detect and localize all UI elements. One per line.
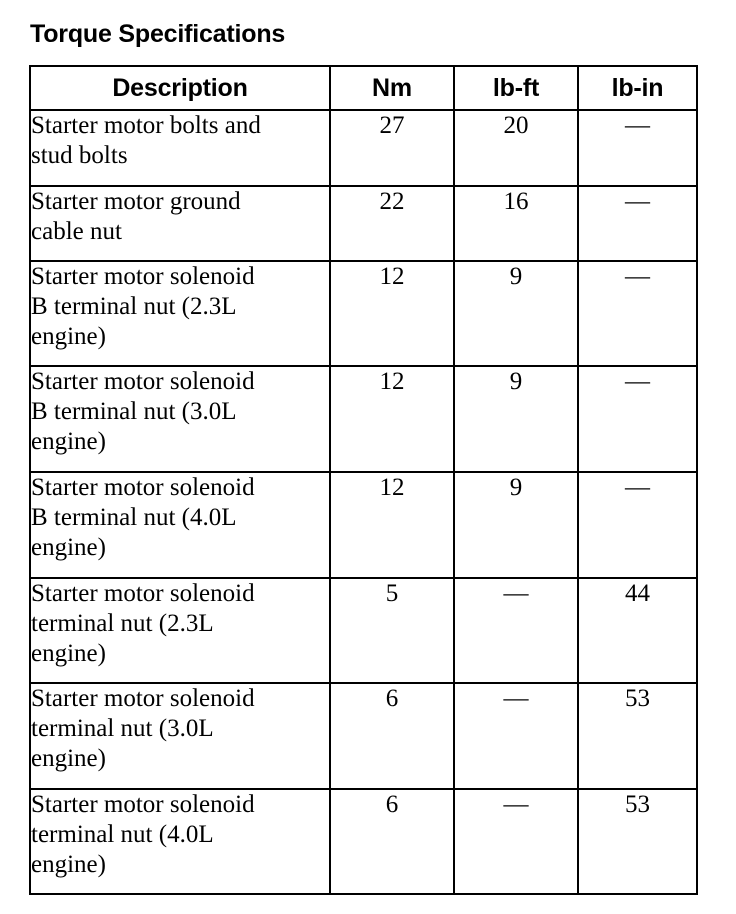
cell-nm: 12 [330,261,454,366]
cell-nm: 5 [330,578,454,683]
description-line: engine) [31,534,106,561]
cell-lbft: 16 [454,186,578,261]
table-row [30,578,697,683]
table-row [30,789,697,894]
description-line: engine) [31,640,106,667]
cell-nm: 12 [330,472,454,578]
cell-nm: 6 [330,683,454,789]
cell-description [30,683,330,789]
cell-nm: 6 [330,789,454,894]
description-line: Starter motor solenoid [31,474,255,501]
table-header-row [30,66,697,110]
description-line: B terminal nut (3.0L [31,398,237,425]
cell-lbft: — [454,683,578,789]
cell-lbin: — [578,366,697,472]
cell-lbft: 9 [454,366,578,472]
description-line: engine) [31,851,106,878]
cell-lbin: — [578,110,697,186]
cell-lbft: 20 [454,110,578,186]
cell-nm: 27 [330,110,454,186]
column-header-description: Description [30,66,330,110]
cell-lbin: — [578,472,697,578]
description-line: Starter motor solenoid [31,791,255,818]
description-line: Starter motor solenoid [31,685,255,712]
cell-lbin: 53 [578,683,697,789]
description-line: engine) [31,323,106,350]
column-header-nm: Nm [330,66,454,110]
description-line: Starter motor solenoid [31,263,255,290]
cell-description [30,366,330,472]
table-row [30,366,697,472]
page-title: Torque Specifications [30,20,286,48]
torque-spec-table [29,65,698,895]
cell-description [30,110,330,186]
description-line: terminal nut (3.0L [31,715,214,742]
cell-lbin: 53 [578,789,697,894]
description-line: terminal nut (2.3L [31,610,214,637]
cell-description [30,472,330,578]
cell-lbft: 9 [454,261,578,366]
cell-description [30,261,330,366]
description-line: B terminal nut (2.3L [31,293,237,320]
cell-lbin: — [578,261,697,366]
description-line: stud bolts [31,142,128,169]
description-line: Starter motor ground [31,188,241,215]
cell-nm: 12 [330,366,454,472]
description-line: cable nut [31,218,122,245]
cell-lbin: — [578,186,697,261]
table-row [30,472,697,578]
column-header-lbin: lb-in [578,66,697,110]
table-row [30,110,697,186]
description-line: Starter motor bolts and [31,112,261,139]
description-line: terminal nut (4.0L [31,821,214,848]
cell-description [30,578,330,683]
description-line: Starter motor solenoid [31,368,255,395]
cell-lbin: 44 [578,578,697,683]
description-line: engine) [31,428,106,455]
table-row [30,683,697,789]
cell-lbft: — [454,578,578,683]
table-row [30,186,697,261]
cell-description [30,789,330,894]
cell-lbft: — [454,789,578,894]
description-line: B terminal nut (4.0L [31,504,237,531]
description-line: Starter motor solenoid [31,580,255,607]
description-line: engine) [31,745,106,772]
cell-description [30,186,330,261]
table-row [30,261,697,366]
cell-lbft: 9 [454,472,578,578]
cell-nm: 22 [330,186,454,261]
column-header-lbft: lb-ft [454,66,578,110]
